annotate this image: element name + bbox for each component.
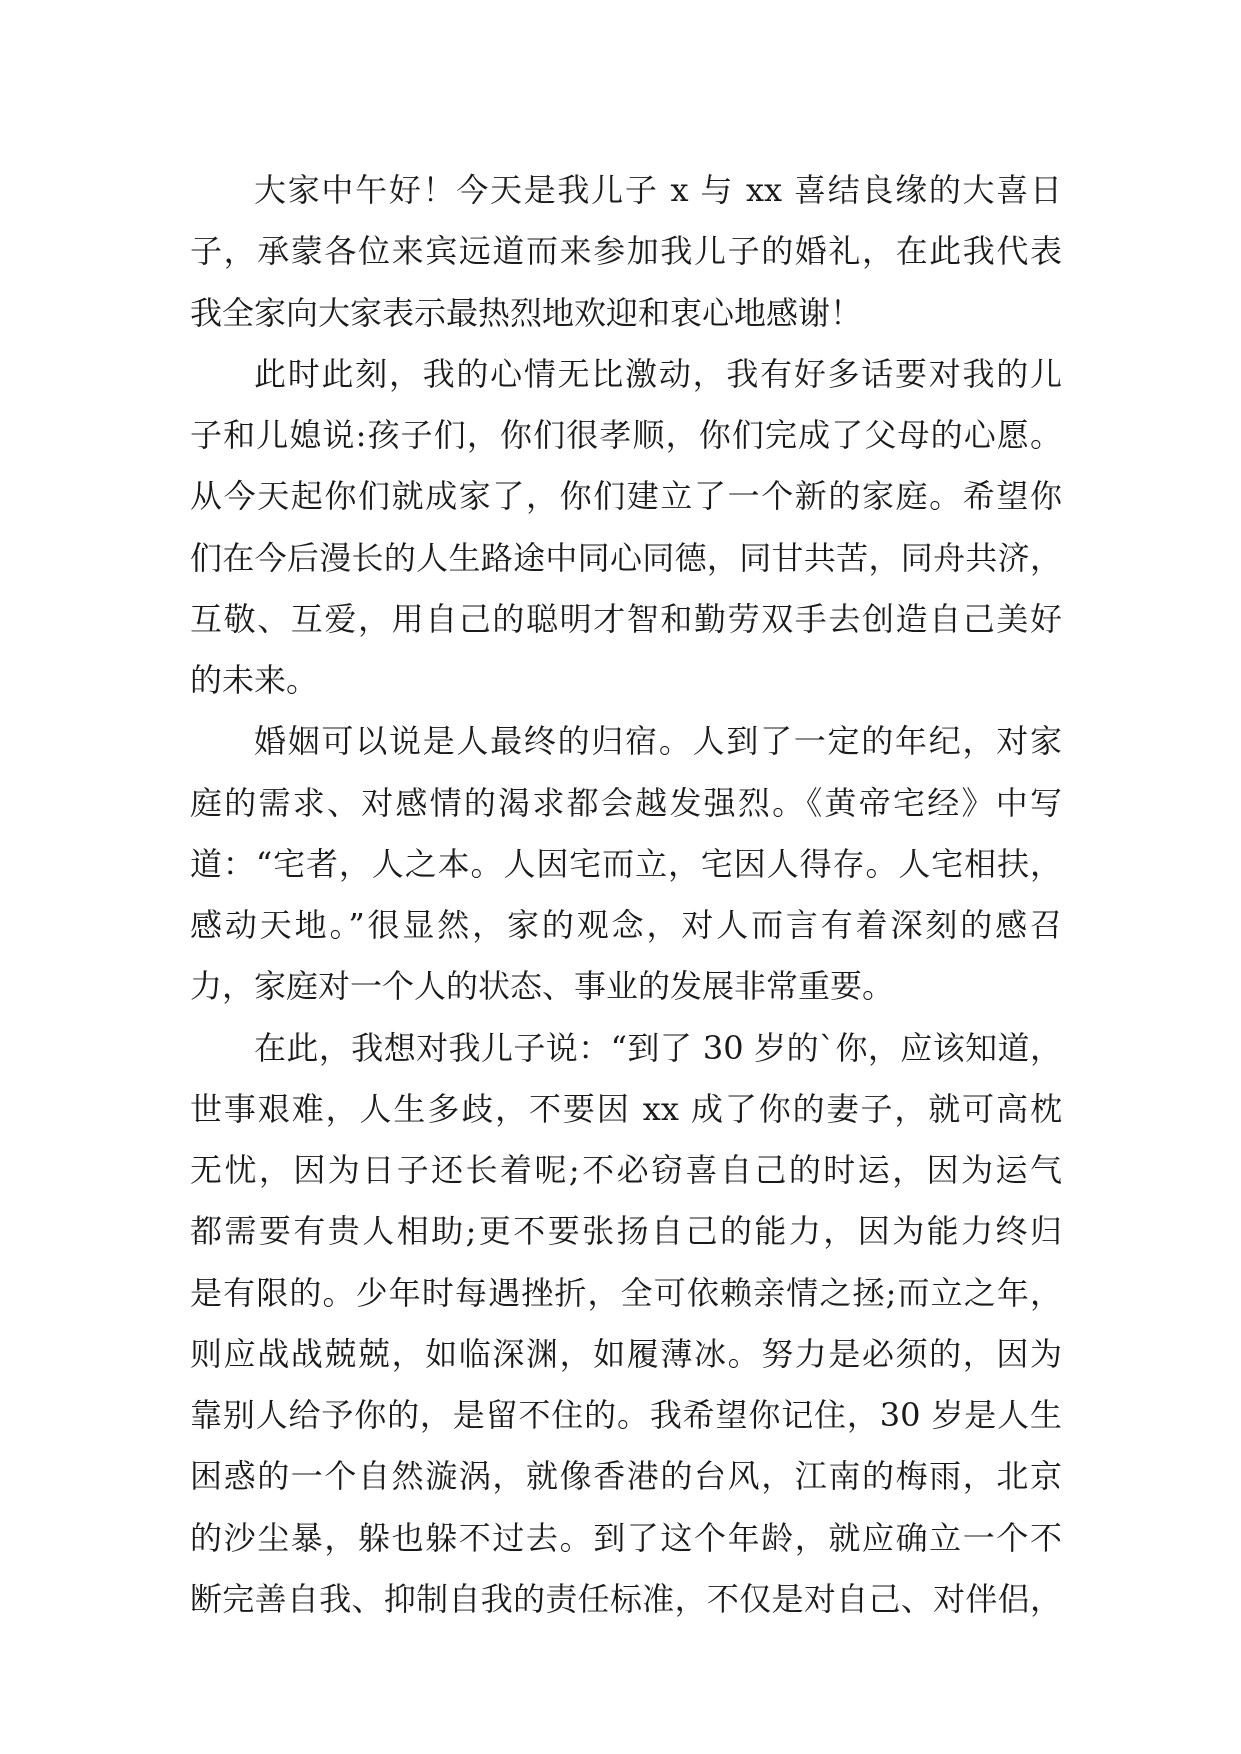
text-line: 大家中午好！今天是我儿子 x 与 xx 喜结良缘的大喜日 — [254, 171, 1062, 209]
text-line: 力，家庭对一个人的状态、事业的发展非常重要。 — [190, 967, 895, 1006]
text-line: 子，承蒙各位来宾远道而来参加我儿子的婚礼，在此我代表 — [190, 232, 1062, 271]
text-line: 在此，我想对我儿子说：“到了 30 岁的`你，应该知道， — [254, 1028, 1062, 1067]
text-line: 此时此刻，我的心情无比激动，我有好多话要对我的儿 — [254, 354, 1062, 393]
text-line: 道：“宅者，人之本。人因宅而立，宅因人得存。人宅相扶， — [190, 844, 1062, 883]
text-line: 断完善自我、抑制自我的责任标准，不仅是对自己、对伴侣， — [190, 1579, 1062, 1618]
text-line: 我全家向大家表示最热烈地欢迎和衷心地感谢！ — [190, 293, 863, 332]
text-line: 互敬、互爱，用自己的聪明才智和勤劳双手去创造自己美好 — [190, 599, 1062, 638]
text-line: 靠别人给予你的，是留不住的。我希望你记住，30 岁是人生 — [190, 1396, 1062, 1434]
text-line: 们在今后漫长的人生路途中同心同德，同甘共苦，同舟共济， — [190, 538, 1062, 577]
text-line: 都需要有贵人相助;更不要张扬自己的能力，因为能力终归 — [190, 1212, 1062, 1251]
text-line: 从今天起你们就成家了，你们建立了一个新的家庭。希望你 — [190, 477, 1062, 516]
text-line: 无忧，因为日子还长着呢;不必窃喜自己的时运，因为运气 — [190, 1151, 1062, 1189]
text-line: 子和儿媳说:孩子们，你们很孝顺，你们完成了父母的心愿。 — [190, 416, 1062, 454]
text-line: 的沙尘暴，躲也躲不过去。到了这个年龄，就应确立一个不 — [190, 1518, 1062, 1557]
speech-text — [190, 160, 1062, 1630]
text-line: 婚姻可以说是人最终的归宿。人到了一定的年纪，对家 — [254, 722, 1062, 761]
text-line: 的未来。 — [190, 661, 319, 699]
text-line: 困惑的一个自然漩涡，就像香港的台风，江南的梅雨，北京 — [190, 1457, 1062, 1496]
text-line: 感动天地。”很显然，家的观念，对人而言有着深刻的感召 — [190, 906, 1062, 944]
text-line: 则应战战兢兢，如临深渊，如履薄冰。努力是必须的，因为 — [190, 1334, 1062, 1373]
text-line: 世事艰难，人生多歧，不要因 xx 成了你的妻子，就可高枕 — [190, 1089, 1062, 1128]
text-line: 是有限的。少年时每遇挫折，全可依赖亲情之拯;而立之年， — [190, 1273, 1062, 1312]
text-line: 庭的需求、对感情的渴求都会越发强烈。《黄帝宅经》中写 — [190, 783, 1062, 822]
